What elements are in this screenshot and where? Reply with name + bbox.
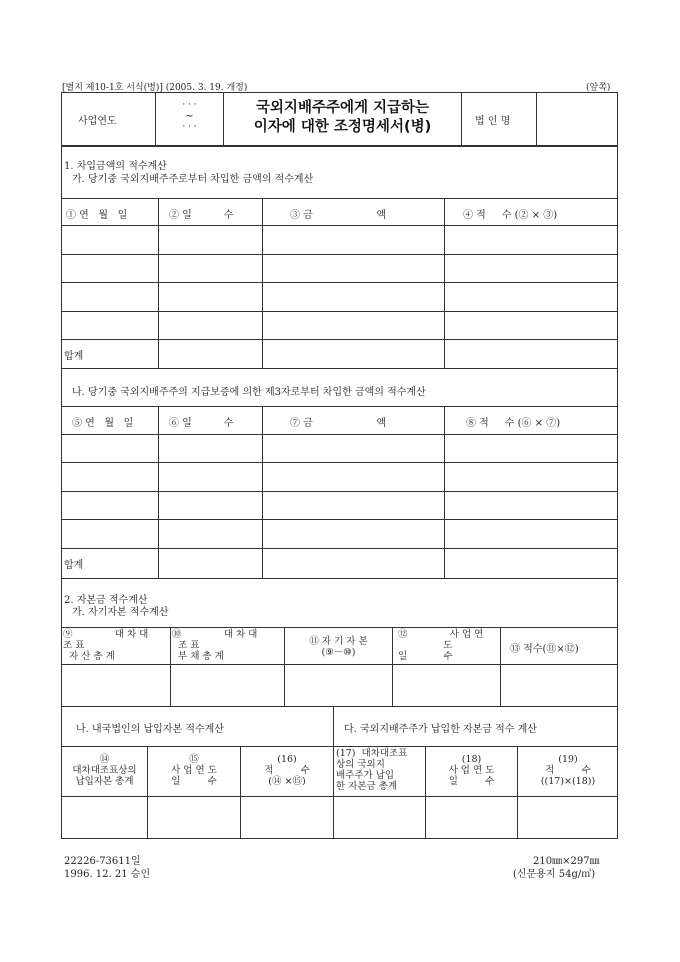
approval-date: 1996. 12. 21 승인 (64, 869, 151, 880)
paper-type: (신문용지 54g/㎡) (513, 869, 596, 880)
col6-header: ⑥ 일 수 (169, 418, 234, 429)
col2-header: ② 일 수 (169, 210, 234, 221)
col9-header: ⑨ 대 차 대 조 표 자 산 총 계 (63, 629, 149, 662)
section2-subheading-b: 나. 내국법인의 납입자본 적수계산 (76, 724, 224, 735)
section1-subheading-b: 나. 당기중 국외지배주주의 지급보증에 의한 제3자로부터 차입한 금액의 적수계산 (72, 387, 426, 398)
col11-header: ⑪ 자 기 자 본 (⑨－⑩) (309, 636, 368, 658)
col5-header: ⑤ 연 월 일 (72, 418, 134, 429)
section2-heading: 2. 자본금 적수계산 (64, 595, 148, 606)
paper-size: 210㎜×297㎜ (533, 856, 600, 867)
form-reference: [별지 제10-1호 서식(병)] (2005. 3. 19. 개정) (62, 83, 248, 93)
form-code: 22226-73611일 (64, 856, 141, 867)
col7-header: ⑦ 금 액 (290, 418, 387, 429)
col12-header: ⑫ 사 업 연 도 일 수 (398, 629, 484, 662)
col8-header: ⑧ 적 수 (⑥ × ⑦) (466, 418, 561, 429)
col18-header: (18) 사 업 연 도 일 수 (448, 754, 495, 787)
section1-subheading-a: 가. 당기중 국외지배주주로부터 차입한 금액의 적수계산 (72, 174, 314, 185)
page-side-label: (앞쪽) (586, 83, 611, 93)
col3-header: ③ 금 액 (290, 210, 387, 221)
title-line-1: 국외지배주주에게 지급하는 (255, 100, 430, 116)
col19-header: (19) 적 수 ((17)×(18)) (540, 754, 596, 787)
title-line-2: 이자에 대한 조정명세서(병) (253, 119, 432, 135)
col1-header: ① 연 월 일 (66, 210, 128, 221)
col17-header: (17) 대차대조표 상의 국외지 배주주가 납입 한 자본금 총계 (336, 748, 408, 792)
section1-heading: 1. 차입금액의 적수계산 (64, 161, 167, 172)
col14-header: ⑭ 대차대조표상의 납입자본 총계 (72, 754, 137, 787)
table-a-total-label: 합계 (64, 351, 84, 362)
col13-header: ⑬ 적수(⑪×⑫) (510, 644, 579, 655)
section2-subheading-a: 가. 자기자본 적수계산 (72, 607, 169, 618)
form-title (224, 99, 461, 137)
table-b-total-label: 합계 (64, 560, 84, 571)
year-start-dots: · · · (182, 100, 197, 110)
section2-subheading-c: 다. 국외지배주주가 납입한 자본금 적수 계산 (344, 724, 537, 735)
col15-header: ⑮ 사 업 연 도 일 수 (171, 754, 217, 787)
year-tilde: ~ (185, 111, 194, 122)
col4-header: ④ 적 수 (② × ③) (463, 210, 558, 221)
year-end-dots: · · · (182, 122, 197, 132)
col16-header: (16) 적 수 (⑭ ×⑮) (264, 754, 310, 787)
business-year-label: 사업연도 (78, 116, 117, 127)
col10-header: ⑩ 대 차 대 조 표 부 채 총 계 (172, 629, 258, 662)
corporation-name-label: 법 인 명 (475, 116, 511, 127)
